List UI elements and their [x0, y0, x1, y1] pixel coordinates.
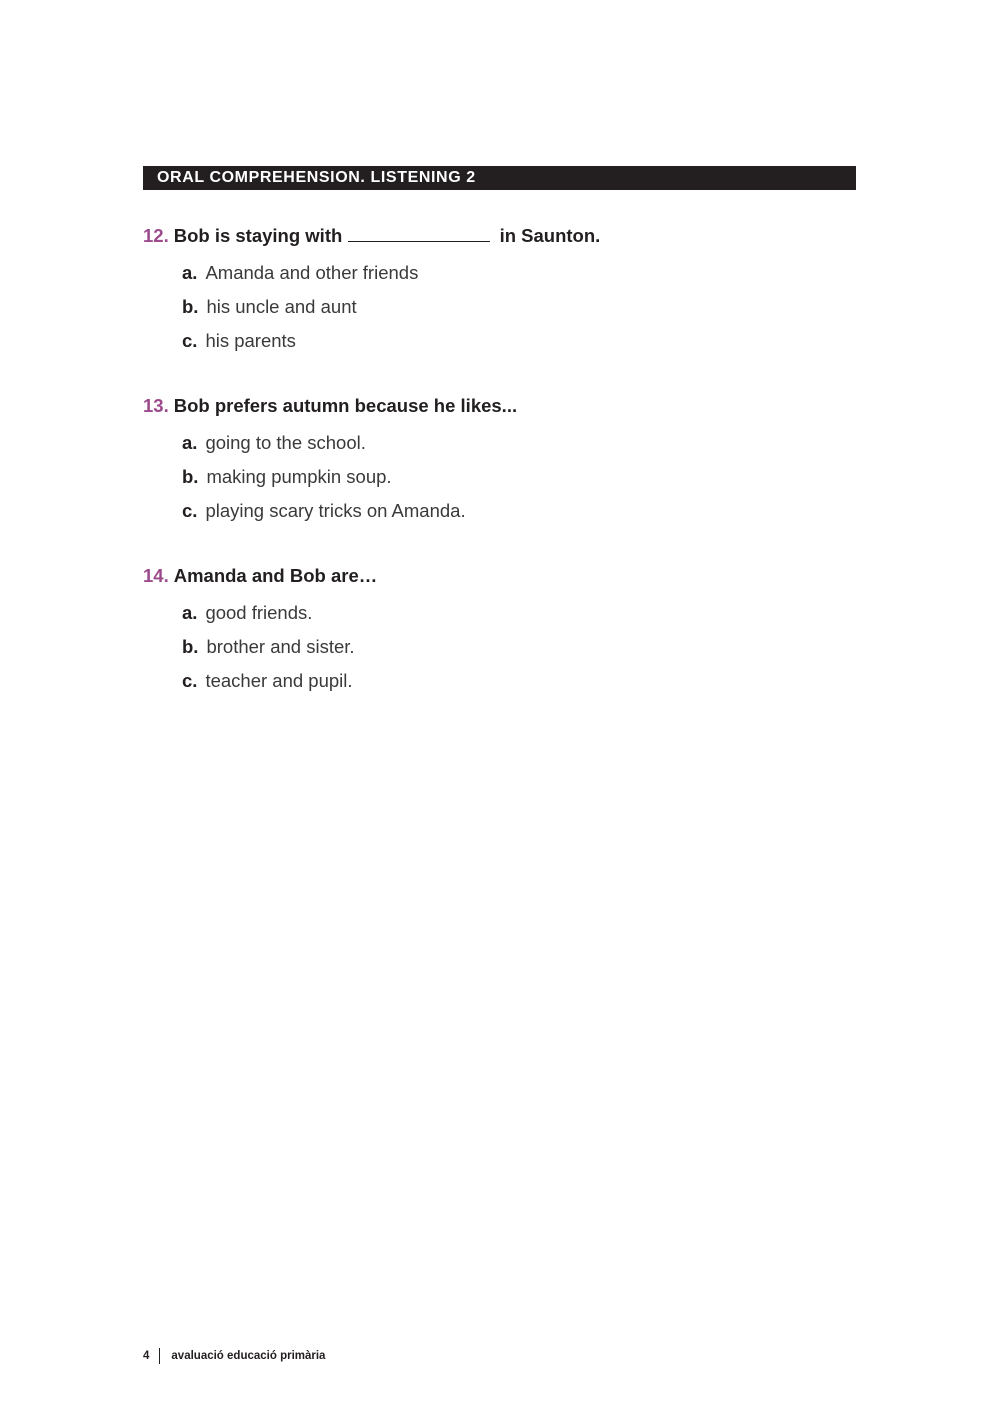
question-14: [143, 564, 863, 703]
section-header-bar: [143, 166, 856, 190]
option-text: teacher and pupil.: [205, 670, 353, 691]
question-prompt: [143, 224, 863, 248]
question-12: [143, 224, 863, 363]
option-b[interactable]: [182, 635, 863, 659]
option-list: [182, 601, 863, 693]
option-letter: c.: [182, 670, 198, 691]
option-list: [182, 261, 863, 353]
option-text: making pumpkin soup.: [206, 466, 392, 487]
option-a[interactable]: [182, 261, 863, 285]
option-list: [182, 431, 863, 523]
question-text: Amanda and Bob are…: [173, 565, 378, 586]
page-number: 4: [143, 1350, 150, 1362]
option-c[interactable]: [182, 329, 863, 353]
option-letter: b.: [182, 296, 199, 317]
footer-text: avaluació educació primària: [171, 1350, 326, 1362]
option-c[interactable]: [182, 499, 863, 523]
option-b[interactable]: [182, 295, 863, 319]
option-text: his parents: [205, 330, 296, 351]
option-letter: b.: [182, 636, 199, 657]
option-text: going to the school.: [205, 432, 366, 453]
option-letter: c.: [182, 330, 198, 351]
option-a[interactable]: [182, 601, 863, 625]
option-letter: a.: [182, 262, 198, 283]
question-number: 14.: [143, 565, 169, 586]
question-number: 13.: [143, 395, 169, 416]
option-b[interactable]: [182, 465, 863, 489]
option-letter: b.: [182, 466, 199, 487]
question-text: Bob prefers autumn because he likes...: [173, 395, 518, 416]
option-c[interactable]: [182, 669, 863, 693]
answer-blank: [348, 225, 490, 242]
section-title: ORAL COMPREHENSION. LISTENING 2: [157, 169, 476, 186]
footer-divider: [159, 1348, 160, 1364]
option-letter: c.: [182, 500, 198, 521]
option-text: playing scary tricks on Amanda.: [205, 500, 466, 521]
option-text: good friends.: [205, 602, 313, 623]
option-a[interactable]: [182, 431, 863, 455]
question-number: 12.: [143, 225, 169, 246]
option-text: his uncle and aunt: [206, 296, 357, 317]
question-text-before: Bob is staying with: [173, 225, 343, 246]
question-13: [143, 394, 863, 533]
option-letter: a.: [182, 432, 198, 453]
question-prompt: [143, 394, 863, 418]
question-text-after: in Saunton.: [499, 225, 601, 246]
page-footer: [143, 1348, 325, 1364]
question-prompt: [143, 564, 863, 588]
option-text: brother and sister.: [206, 636, 355, 657]
option-text: Amanda and other friends: [205, 262, 419, 283]
option-letter: a.: [182, 602, 198, 623]
